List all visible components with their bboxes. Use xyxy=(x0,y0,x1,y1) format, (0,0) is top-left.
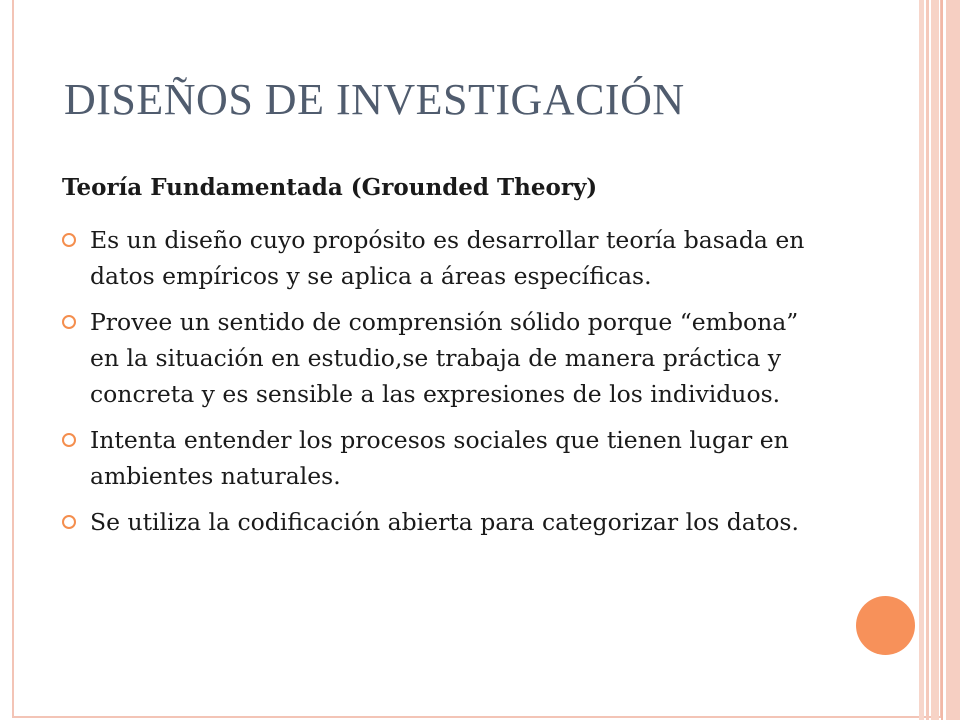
decorative-stripe xyxy=(926,0,929,720)
decorative-stripe xyxy=(931,0,939,720)
bullet-text: Intenta entender los procesos sociales que tienen lugar en ambientes naturales. xyxy=(90,426,789,490)
bullet-circle-icon xyxy=(62,515,76,529)
decorative-stripe xyxy=(946,0,960,720)
slide-title: DISEÑOS DE INVESTIGACIÓN xyxy=(64,75,685,124)
bullet-list xyxy=(62,222,832,550)
bullet-text: Es un diseño cuyo propósito es desarrollar teoría basada en datos empíricos y se aplica a áreas específicas. xyxy=(90,226,805,290)
bullet-circle-icon xyxy=(62,433,76,447)
decorative-stripe xyxy=(941,0,943,720)
bullet-item xyxy=(62,304,832,412)
section-heading: Teoría Fundamentada (Grounded Theory) xyxy=(62,174,598,201)
decorative-stripe xyxy=(919,0,924,720)
bullet-item xyxy=(62,222,832,294)
bullet-circle-icon xyxy=(62,233,76,247)
bullet-text: Provee un sentido de comprensión sólido porque “embona” en la situación en estudio,se trabaja de manera práctica y concreta y es sensible a las expresiones de los individuos. xyxy=(90,308,799,408)
bullet-circle-icon xyxy=(62,315,76,329)
bullet-item xyxy=(62,504,832,540)
accent-circle xyxy=(856,596,915,655)
bullet-item xyxy=(62,422,832,494)
bullet-text: Se utiliza la codificación abierta para categorizar los datos. xyxy=(90,508,799,536)
